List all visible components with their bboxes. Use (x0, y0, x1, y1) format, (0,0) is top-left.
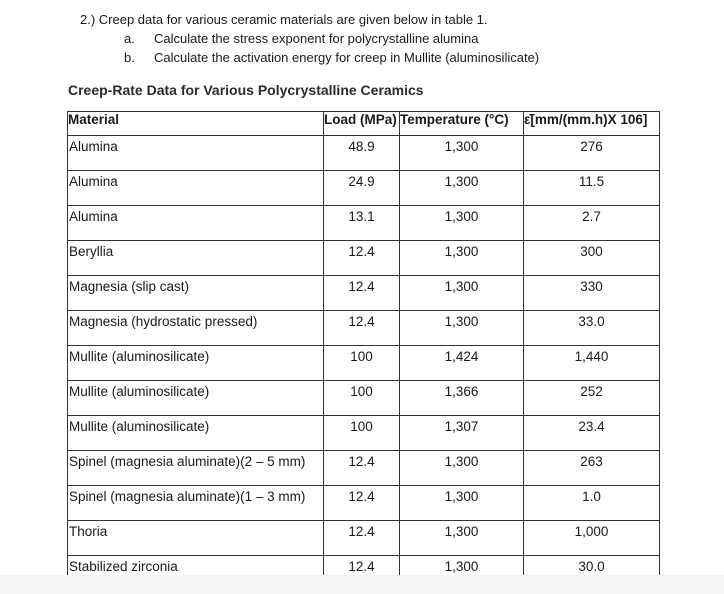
cell-load: 100 (324, 416, 400, 451)
column-header-load: Load (MPa) (324, 112, 400, 136)
cell-load: 24.9 (324, 171, 400, 206)
cell-temperature: 1,300 (400, 521, 524, 556)
cell-temperature: 1,300 (400, 171, 524, 206)
cell-load: 12.4 (324, 521, 400, 556)
table-row (68, 416, 660, 451)
table-row (68, 276, 660, 311)
cell-load: 12.4 (324, 556, 400, 591)
cell-load: 12.4 (324, 451, 400, 486)
cell-load: 12.4 (324, 486, 400, 521)
cell-material: Alumina (68, 136, 324, 171)
cell-temperature: 1,366 (400, 381, 524, 416)
cell-creep-rate: 23.4 (524, 416, 660, 451)
cell-load: 100 (324, 381, 400, 416)
cell-material: Stabilized zirconia (68, 556, 324, 591)
cell-material: Mullite (aluminosilicate) (68, 346, 324, 381)
cell-load: 12.4 (324, 241, 400, 276)
table-body (68, 136, 660, 591)
cell-temperature: 1,300 (400, 136, 524, 171)
cell-material: Beryllia (68, 241, 324, 276)
cell-creep-rate: 30.0 (524, 556, 660, 591)
cell-load: 48.9 (324, 136, 400, 171)
cell-material: Alumina (68, 171, 324, 206)
table-row (68, 451, 660, 486)
cell-material: Thoria (68, 521, 324, 556)
table-heading: Creep-Rate Data for Various Polycrystalline Ceramics (68, 82, 424, 98)
table-row (68, 486, 660, 521)
table-row (68, 241, 660, 276)
cell-creep-rate: 11.5 (524, 171, 660, 206)
part-a-text: Calculate the stress exponent for polycrystalline alumina (154, 31, 479, 46)
table-row (68, 206, 660, 241)
table-header-row (68, 112, 660, 136)
cell-temperature: 1,424 (400, 346, 524, 381)
cell-load: 100 (324, 346, 400, 381)
table-row (68, 346, 660, 381)
cell-creep-rate: 1.0 (524, 486, 660, 521)
table-row (68, 136, 660, 171)
cell-material: Spinel (magnesia aluminate)(1 – 3 mm) (68, 486, 324, 521)
part-a-label: a. (124, 31, 135, 46)
part-b-text: Calculate the activation energy for creep in Mullite (aluminosilicate) (154, 50, 540, 65)
cell-material: Mullite (aluminosilicate) (68, 381, 324, 416)
question-part-b (80, 48, 539, 67)
cell-creep-rate: 300 (524, 241, 660, 276)
cell-temperature: 1,300 (400, 241, 524, 276)
question-part-a (80, 29, 539, 48)
cell-material: Alumina (68, 206, 324, 241)
cell-temperature: 1,307 (400, 416, 524, 451)
bottom-band (0, 575, 724, 594)
cell-load: 12.4 (324, 311, 400, 346)
question-title: 2.) Creep data for various ceramic materials are given below in table 1. (80, 12, 488, 27)
table-row (68, 311, 660, 346)
cell-temperature: 1,300 (400, 276, 524, 311)
column-header-creep-rate: ε̇[mm/(mm.h)X 106] (524, 112, 660, 136)
cell-creep-rate: 252 (524, 381, 660, 416)
part-b-label: b. (124, 50, 135, 65)
cell-temperature: 1,300 (400, 451, 524, 486)
table-row (68, 521, 660, 556)
cell-material: Magnesia (slip cast) (68, 276, 324, 311)
cell-creep-rate: 330 (524, 276, 660, 311)
cell-load: 13.1 (324, 206, 400, 241)
cell-material: Spinel (magnesia aluminate)(2 – 5 mm) (68, 451, 324, 486)
cell-creep-rate: 1,000 (524, 521, 660, 556)
cell-material: Mullite (aluminosilicate) (68, 416, 324, 451)
cell-creep-rate: 33.0 (524, 311, 660, 346)
cell-temperature: 1,300 (400, 486, 524, 521)
cell-load: 12.4 (324, 276, 400, 311)
table-row (68, 381, 660, 416)
cell-creep-rate: 2.7 (524, 206, 660, 241)
cell-temperature: 1,300 (400, 556, 524, 591)
cell-material: Magnesia (hydrostatic pressed) (68, 311, 324, 346)
cell-temperature: 1,300 (400, 206, 524, 241)
question-block (80, 10, 539, 67)
cell-creep-rate: 263 (524, 451, 660, 486)
table-row (68, 171, 660, 206)
column-header-material: Material (68, 112, 324, 136)
cell-creep-rate: 1,440 (524, 346, 660, 381)
cell-temperature: 1,300 (400, 311, 524, 346)
creep-rate-table (67, 111, 660, 591)
cell-creep-rate: 276 (524, 136, 660, 171)
column-header-temperature: Temperature (°C) (400, 112, 524, 136)
